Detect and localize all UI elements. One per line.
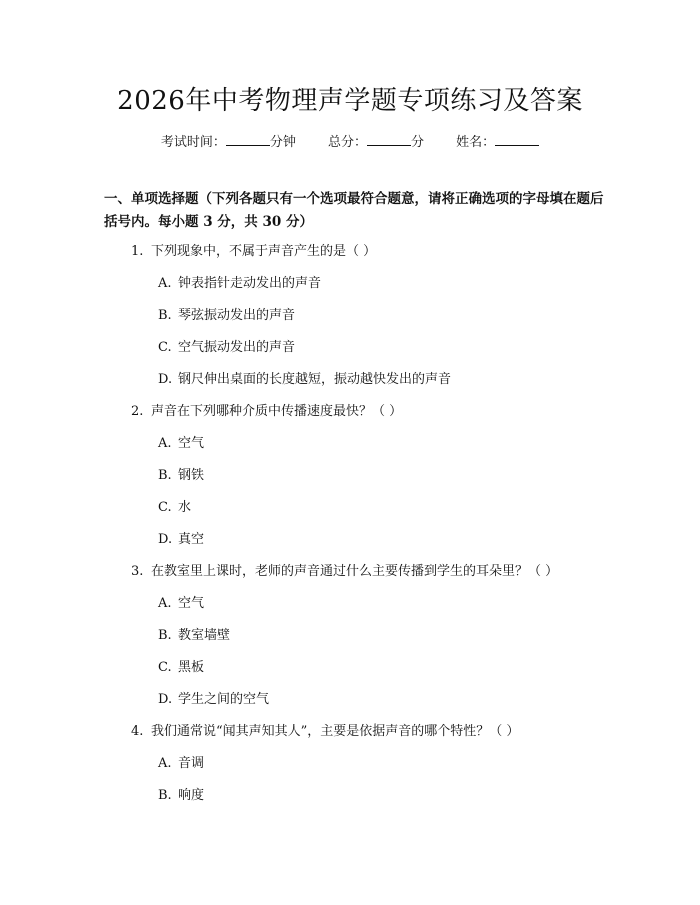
option-text: 空气振动发出的声音 xyxy=(178,340,296,355)
question-item xyxy=(0,240,700,272)
option-text: 真空 xyxy=(178,532,205,547)
option-letter: A. xyxy=(158,276,172,291)
total-score-label: 总分： xyxy=(327,135,367,150)
answer-option xyxy=(0,624,700,656)
exam-info-line xyxy=(0,131,700,150)
section-heading: 一、单项选择题（下列各题只有一个选项最符合题意，请将正确选项的字母填在题后括号内。每小题 3 分，共 30 分） xyxy=(104,191,604,230)
option-text: 空气 xyxy=(178,596,205,611)
option-letter: C. xyxy=(158,500,172,515)
option-text: 教室墙壁 xyxy=(178,628,231,643)
exam-time-field xyxy=(161,131,296,150)
option-letter: D. xyxy=(158,532,173,547)
total-score-blank xyxy=(367,133,411,146)
option-letter: B. xyxy=(158,308,172,323)
page-title: 2026年中考物理声学题专项练习及答案 xyxy=(117,86,583,116)
question-item xyxy=(0,720,700,752)
option-letter: B. xyxy=(158,788,172,803)
answer-option xyxy=(0,368,700,400)
option-text: 钟表指针走动发出的声音 xyxy=(178,276,322,291)
answer-option xyxy=(0,496,700,528)
option-text: 钢尺伸出桌面的长度越短，振动越快发出的声音 xyxy=(178,372,452,387)
answer-option xyxy=(0,688,700,720)
answer-option xyxy=(0,464,700,496)
question-text: 下列现象中，不属于声音产生的是（ ） xyxy=(151,244,377,259)
answer-option xyxy=(0,592,700,624)
total-score-field xyxy=(328,131,424,150)
question-text: 在教室里上课时，老师的声音通过什么主要传播到学生的耳朵里？（ ） xyxy=(151,564,559,579)
option-text: 响度 xyxy=(178,788,205,803)
option-text: 水 xyxy=(178,500,192,515)
answer-option xyxy=(0,656,700,688)
answer-option xyxy=(0,304,700,336)
option-text: 学生之间的空气 xyxy=(178,692,270,707)
answer-option xyxy=(0,784,700,816)
answer-option xyxy=(0,752,700,784)
option-letter: C. xyxy=(158,660,172,675)
option-letter: D. xyxy=(158,692,173,707)
question-number: 1. xyxy=(131,244,144,259)
option-letter: A. xyxy=(158,596,172,611)
student-name-field xyxy=(456,131,539,150)
student-name-label: 姓名： xyxy=(456,135,496,150)
option-letter: A. xyxy=(158,436,172,451)
question-item xyxy=(0,560,700,592)
option-text: 钢铁 xyxy=(178,468,205,483)
exam-time-unit: 分钟 xyxy=(269,135,296,150)
question-text: 我们通常说“闻其声知其人”，主要是依据声音的哪个特性？（ ） xyxy=(151,724,520,739)
question-number: 4. xyxy=(131,724,144,739)
question-text: 声音在下列哪种介质中传播速度最快？（ ） xyxy=(151,404,403,419)
answer-option xyxy=(0,336,700,368)
option-letter: C. xyxy=(158,340,172,355)
option-text: 琴弦振动发出的声音 xyxy=(178,308,296,323)
option-letter: B. xyxy=(158,628,172,643)
option-letter: A. xyxy=(158,756,172,771)
answer-option xyxy=(0,272,700,304)
total-score-unit: 分 xyxy=(411,135,425,150)
option-text: 黑板 xyxy=(178,660,205,675)
option-letter: D. xyxy=(158,372,173,387)
exam-time-label: 考试时间： xyxy=(160,135,226,150)
option-text: 音调 xyxy=(178,756,205,771)
answer-option xyxy=(0,528,700,560)
answer-option xyxy=(0,432,700,464)
option-text: 空气 xyxy=(178,436,205,451)
question-number: 2. xyxy=(131,404,144,419)
exam-time-blank xyxy=(226,133,270,146)
student-name-blank xyxy=(495,133,539,146)
option-letter: B. xyxy=(158,468,172,483)
question-number: 3. xyxy=(131,564,144,579)
question-list xyxy=(0,240,700,816)
question-item xyxy=(0,400,700,432)
